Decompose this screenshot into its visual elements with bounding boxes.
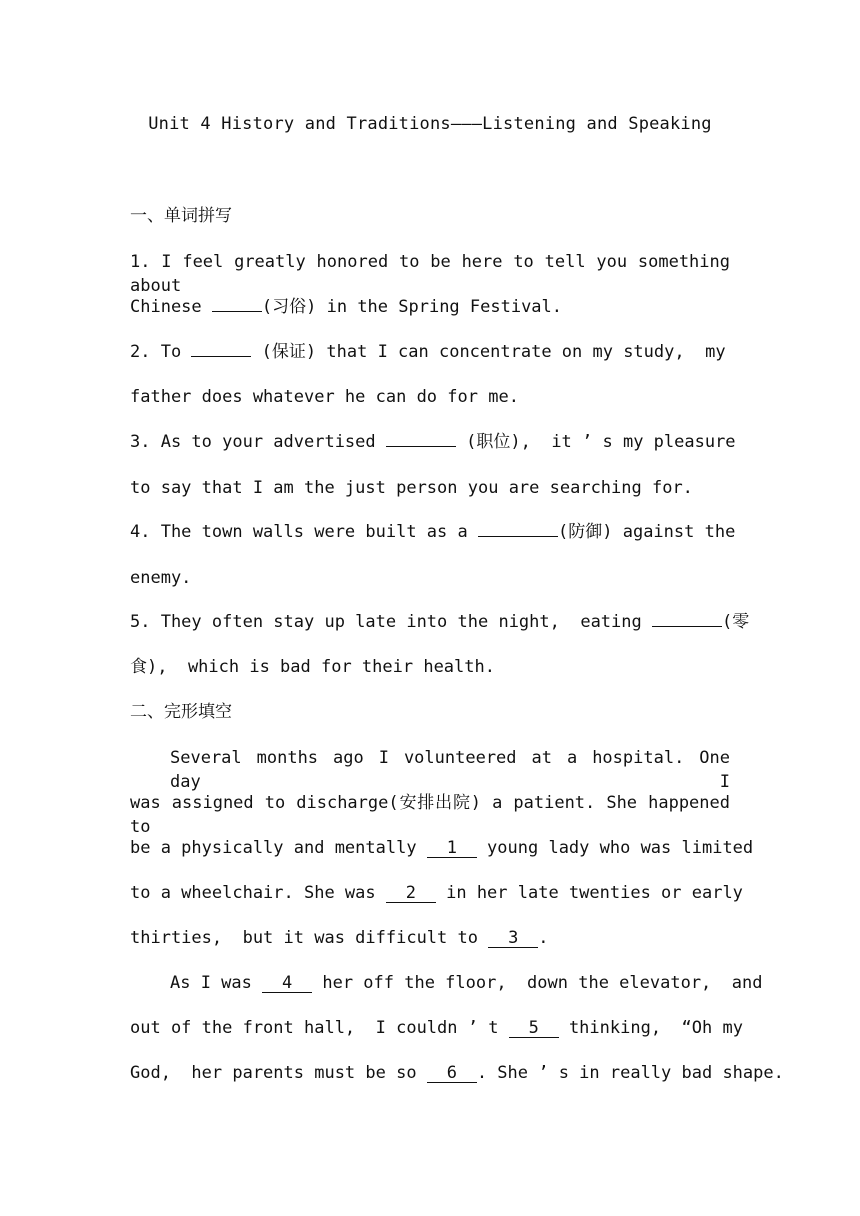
text-segment: , it ’ s my pleasure <box>520 432 736 452</box>
cloze-p1-line-5 <box>130 926 730 950</box>
text-segment: . She ’ s in really bad shape. <box>476 1063 784 1083</box>
text-segment: Chinese <box>130 297 212 317</box>
answer-blank[interactable] <box>191 356 251 357</box>
text-segment: thirties, but it was difficult to <box>130 928 489 948</box>
chinese-hint: (保证) <box>261 342 317 362</box>
text-segment: thinking, “Oh my <box>558 1018 743 1038</box>
spelling-item-3-line-2: to say that I am the just person you are searching for. <box>130 478 693 498</box>
cloze-p2-line-3 <box>130 1061 784 1085</box>
answer-blank[interactable] <box>212 311 262 312</box>
spelling-item-5-line-1 <box>130 610 750 634</box>
cloze-p2-line-2 <box>130 1016 743 1040</box>
text-segment: 4. The town walls were built as a <box>130 522 478 542</box>
section-heading-cloze: 二、完形填空 <box>130 702 232 722</box>
cloze-p2-line-1 <box>170 971 763 995</box>
spelling-item-4-line-2: enemy. <box>130 568 192 588</box>
cloze-blank-4[interactable]: 4 <box>262 974 312 993</box>
section-heading-spelling: 一、单词拼写 <box>130 206 232 226</box>
spelling-item-3-line-1 <box>130 430 736 454</box>
answer-blank[interactable] <box>652 626 722 627</box>
text-segment: her off the floor, down the elevator, and <box>312 973 763 993</box>
spelling-item-2-line-2: father does whatever he can do for me. <box>130 387 519 407</box>
answer-blank[interactable] <box>478 536 558 537</box>
text-segment: 2. To <box>130 342 192 362</box>
spelling-item-1-line-2 <box>130 295 730 319</box>
cloze-blank-3[interactable]: 3 <box>488 929 538 948</box>
text-segment: God, her parents must be so <box>130 1063 427 1083</box>
chinese-hint: (零 <box>721 612 750 632</box>
text-segment: As I was <box>170 973 263 993</box>
cloze-blank-1[interactable]: 1 <box>427 839 477 858</box>
cloze-p1-line-2: was assigned to discharge(安排出院) a patient. She happened to <box>130 793 730 837</box>
cloze-blank-2[interactable]: 2 <box>386 884 436 903</box>
text-segment: young lady who was limited <box>476 838 754 858</box>
text-segment: in the Spring Festival. <box>316 297 563 317</box>
cloze-blank-6[interactable]: 6 <box>427 1064 477 1083</box>
text-segment: be a physically and mentally <box>130 838 427 858</box>
text-segment: 5. They often stay up late into the night, eating <box>130 612 652 632</box>
spelling-item-4-line-1 <box>130 520 736 544</box>
cloze-p1-line-3 <box>130 836 754 860</box>
cloze-p1-line-4 <box>130 881 743 905</box>
spelling-item-5-line-2: 食), which is bad for their health. <box>130 657 495 677</box>
chinese-hint: (习俗) <box>261 297 317 317</box>
answer-blank[interactable] <box>386 446 456 447</box>
cloze-p1-line-1: Several months ago I volunteered at a hospital. One day I <box>170 748 730 792</box>
text-segment: out of the front hall, I couldn ’ t <box>130 1018 509 1038</box>
spelling-item-2-line-1 <box>130 340 730 364</box>
chinese-hint: (职位) <box>466 432 521 452</box>
chinese-hint: (防御) <box>558 522 613 542</box>
text-segment: to a wheelchair. She was <box>130 883 386 903</box>
spelling-item-1-line-1: 1. I feel greatly honored to be here to tell you something about <box>130 252 730 296</box>
text-segment: that I can concentrate on my study, my <box>316 342 726 362</box>
text-segment: . <box>538 928 549 948</box>
text-segment: in her late twenties or early <box>435 883 743 903</box>
text-segment: 3. As to your advertised <box>130 432 386 452</box>
text-segment: against the <box>612 522 736 542</box>
cloze-blank-5[interactable]: 5 <box>509 1019 559 1038</box>
page-title: Unit 4 History and Traditions———Listening and Speaking <box>148 114 712 134</box>
